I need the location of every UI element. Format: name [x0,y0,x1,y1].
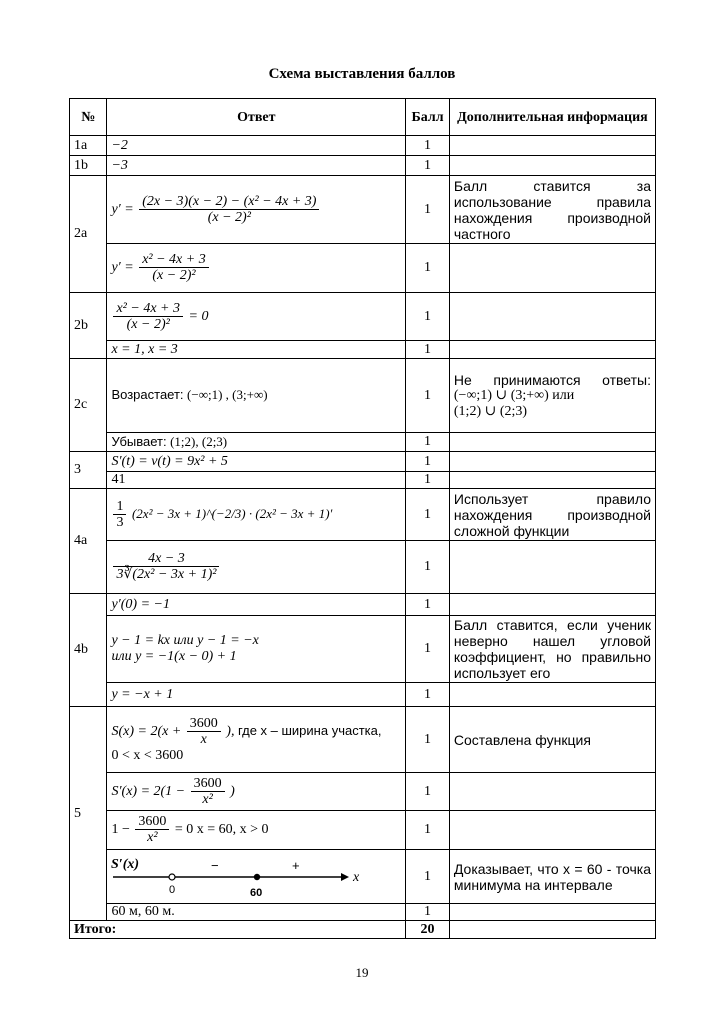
header-num: № [70,99,107,136]
answer-cell [107,683,406,707]
task-num: 2b [70,293,107,359]
answer-cell [107,359,406,433]
fraction [113,551,219,583]
minus-sign: − [211,857,220,873]
answer-math: S′(x) = 2(1 − [111,783,186,799]
points-cell: 1 [406,850,450,904]
task-num: 4a [70,489,107,594]
numerator: 3600 [187,716,221,732]
fraction [139,194,319,226]
points-cell: 1 [406,489,450,541]
numerator: (2x − 3)(x − 2) − (x² − 4x + 3) [139,194,319,210]
info-cell [449,244,655,293]
table-row [70,773,656,811]
info-line: (1;2) ∪ (2;3) [453,403,528,419]
total-label: Итого: [70,921,406,939]
table-row [70,850,656,904]
fraction [191,776,225,808]
total-points: 20 [406,921,450,939]
numerator: x² − 4x + 3 [139,252,209,268]
points-cell: 1 [406,904,450,921]
answer-cell [107,156,406,176]
answer-math: (2x² − 3x + 1)^(−2/3) · (2x² − 3x + 1)′ [131,505,333,521]
answer-math: ), [226,723,235,739]
info-cell [449,773,655,811]
points-cell: 1 [406,683,450,707]
table-row [70,359,656,433]
points-cell: 1 [406,811,450,850]
task-num: 5 [70,707,107,921]
denominator: (x − 2)² [207,209,251,225]
answer-cell [107,811,406,850]
sign-chart [109,854,379,900]
critical-point-sixty [254,873,260,879]
points-cell: 1 [406,773,450,811]
answer-math: y′(0) = −1 [111,596,170,612]
table-row [70,244,656,293]
points-cell: 1 [406,541,450,594]
points-cell: 1 [406,293,450,341]
answer-cell [107,293,406,341]
answer-math: 1 − [111,822,130,838]
answer-math: −3 [111,157,128,173]
task-num: 1a [70,136,107,156]
answer-cell [107,489,406,541]
info-cell [449,472,655,489]
info-cell [449,156,655,176]
task-num: 4b [70,594,107,707]
table-row [70,452,656,472]
denominator: 3∛(2x² − 3x + 1)² [116,567,217,582]
header-row [70,99,656,136]
denominator: (x − 2)² [152,268,196,283]
info-cell [449,341,655,359]
fraction [135,814,169,846]
answer-cell [107,616,406,683]
table-row [70,616,656,683]
table-row [70,489,656,541]
points-cell: 1 [406,616,450,683]
answer-math: S′(t) = v(t) = 9x² + 5 [111,453,228,469]
answer-math: y − 1 = kx или y − 1 = −x [111,633,259,648]
answer-cell [107,136,406,156]
answer-cell [107,904,406,921]
plus-sign: + [292,857,301,873]
tick-zero: 0 [169,883,176,896]
points-cell: 1 [406,707,450,773]
or-word: или [111,649,132,664]
info-cell [449,359,655,433]
numerator: 3600 [191,776,225,792]
page-title: Схема выставления баллов [268,66,456,82]
answer-math: = 0 x = 60, x > 0 [174,822,269,838]
derivative-lhs: y′ = [111,260,134,276]
info-cell: Доказывает, что x = 60 - точка минимума на интервале [449,850,655,904]
answer-domain: 0 < x < 3600 [111,747,184,763]
info-cell [449,811,655,850]
info-cell [449,921,655,939]
coefficient-fraction [113,499,126,531]
info-cell [449,904,655,921]
denominator: (x − 2)² [126,316,170,332]
task-num: 2a [70,176,107,293]
decreasing-label: Убывает: [111,433,167,449]
numerator: 4x − 3 [113,551,219,567]
info-cell [449,136,655,156]
info-line: (−∞;1) ∪ (3;+∞) или [453,387,575,403]
answer-math: x = 1, x = 3 [111,341,178,357]
tick-sixty: 60 [250,886,263,899]
answer-cell [107,176,406,244]
fraction [187,716,221,748]
header-points: Балл [406,99,450,136]
numerator: x² − 4x + 3 [113,301,183,317]
sign-chart-label: S′(x) [111,856,140,872]
answer-cell [107,594,406,616]
table-row [70,811,656,850]
table-row [70,293,656,341]
decreasing-intervals: (1;2), (2;3) [170,433,228,449]
table-row [70,136,656,156]
task-num: 3 [70,452,107,489]
table-row [70,707,656,773]
axis-arrow-icon [341,873,349,881]
denominator: 3 [116,514,124,530]
increasing-label: Возрастает: [111,387,184,402]
answer-math: S(x) = 2(x + [111,723,182,739]
info-cell: Балл ставится за использование правила нахождения производной частного [449,176,655,244]
derivative-lhs: y′ = [111,201,134,217]
numerator: 1 [113,499,126,515]
answer-cell [107,773,406,811]
info-cell [449,452,655,472]
info-cell [449,594,655,616]
equation-rhs: = 0 [188,308,209,324]
answer-cell [107,341,406,359]
info-cell [449,683,655,707]
scoring-table [69,98,656,939]
answer-note: где x – ширина участка, [237,722,382,738]
header-answer: Ответ [107,99,406,136]
answer-text: 60 м, 60 м. [111,904,175,919]
axis-variable: x [353,869,360,885]
answer-math: ) [230,783,235,799]
points-cell: 1 [406,176,450,244]
table-row [70,472,656,489]
table-row [70,594,656,616]
fraction [113,301,183,333]
answer-cell [107,452,406,472]
header-info: Дополнительная информация [449,99,655,136]
answer-math: y = −1(x − 0) + 1 [135,649,237,664]
answer-cell [107,541,406,594]
table-row [70,156,656,176]
points-cell: 1 [406,472,450,489]
total-row [70,921,656,939]
task-num: 1b [70,156,107,176]
answer-cell [107,707,406,773]
answer-line [111,649,401,665]
points-cell: 1 [406,341,450,359]
table-row [70,433,656,452]
table-row [70,904,656,921]
info-cell [449,293,655,341]
info-cell [449,433,655,452]
points-cell: 1 [406,156,450,176]
info-cell [449,541,655,594]
info-cell: Составлена функция [449,707,655,773]
points-cell: 1 [406,244,450,293]
info-cell: Балл ставится, если ученик неверно нашел угловой коэффициент, но правильно использует его [449,616,655,683]
table-row [70,176,656,244]
table-row [70,541,656,594]
answer-cell [107,433,406,452]
answer-math: −2 [111,137,128,153]
open-point-zero [169,874,175,880]
points-cell: 1 [406,136,450,156]
task-num: 2c [70,359,107,452]
points-cell: 1 [406,359,450,433]
info-line: Не принимаются ответы: [453,371,651,388]
table-row [70,341,656,359]
increasing-intervals: (−∞;1) , (3;+∞) [187,387,268,402]
answer-cell [107,850,406,904]
numerator: 3600 [135,814,169,830]
answer-cell [107,244,406,293]
answer-math: y = −x + 1 [111,686,174,702]
fraction [139,252,209,284]
answer-cell: 41 [107,472,406,489]
page-number: 19 [355,965,369,980]
points-cell: 1 [406,452,450,472]
points-cell: 1 [406,594,450,616]
table-row [70,683,656,707]
denominator: x² [202,791,213,807]
denominator: x² [147,830,158,845]
points-cell: 1 [406,433,450,452]
denominator: x [200,731,207,747]
answer-line [111,716,401,748]
info-cell: Использует правило нахождения производной сложной функции [449,489,655,541]
